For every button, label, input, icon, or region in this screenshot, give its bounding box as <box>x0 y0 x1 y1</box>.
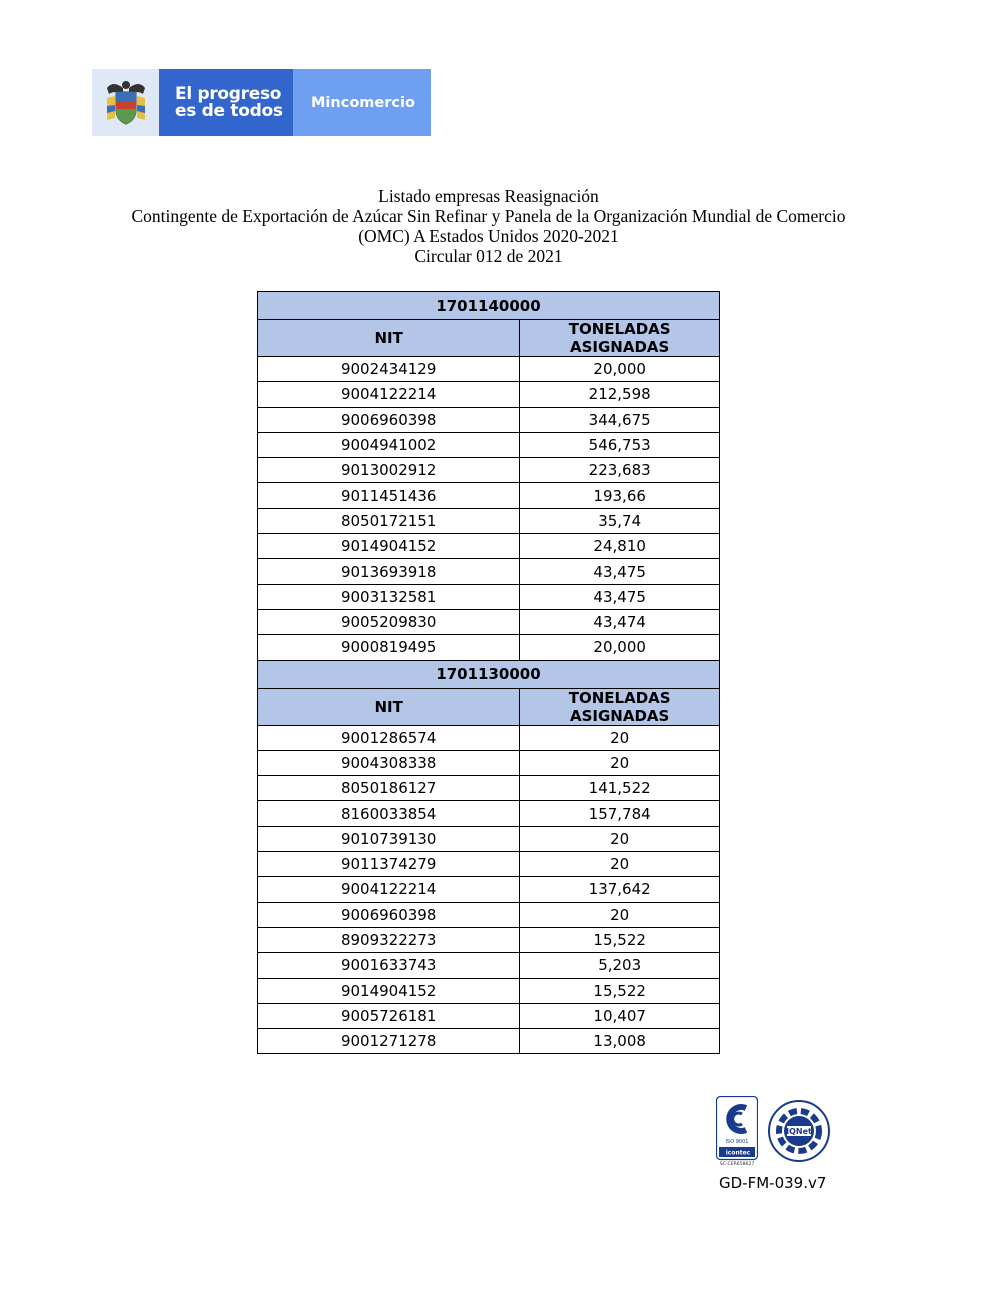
iso-cert-number: SC-CER658627 <box>719 1162 755 1166</box>
iso-label: ISO 9001 <box>725 1139 749 1145</box>
nit-cell: 9001633743 <box>258 953 520 978</box>
section-code: 1701140000 <box>258 292 720 320</box>
nit-cell: 9010739130 <box>258 826 520 851</box>
tons-cell: 10,407 <box>520 1003 720 1028</box>
document-code: GD-FM-039.v7 <box>719 1174 827 1192</box>
table-row <box>258 584 720 609</box>
logo-ministry-label: Mincomercio <box>311 94 415 111</box>
table-row <box>258 953 720 978</box>
nit-cell: 9003132581 <box>258 584 520 609</box>
column-header-tons: TONELADAS ASIGNADAS <box>520 320 720 357</box>
tons-cell: 344,675 <box>520 407 720 432</box>
nit-cell: 9013693918 <box>258 559 520 584</box>
tons-cell: 20 <box>520 750 720 775</box>
column-header-row <box>258 320 720 357</box>
tons-cell: 212,598 <box>520 382 720 407</box>
nit-cell: 8050186127 <box>258 776 520 801</box>
nit-cell: 9005209830 <box>258 609 520 634</box>
table-row <box>258 635 720 660</box>
section-header-row <box>258 292 720 320</box>
table-row <box>258 902 720 927</box>
tons-cell: 546,753 <box>520 432 720 457</box>
nit-cell: 9005726181 <box>258 1003 520 1028</box>
table-row <box>258 559 720 584</box>
nit-cell: 9004122214 <box>258 382 520 407</box>
table-row <box>258 508 720 533</box>
title-line-3: (OMC) A Estados Unidos 2020-2021 <box>358 226 619 246</box>
nit-cell: 8050172151 <box>258 508 520 533</box>
table-row <box>258 534 720 559</box>
table-row <box>258 801 720 826</box>
nit-cell: 9004941002 <box>258 432 520 457</box>
iqnet-certification-icon <box>767 1099 831 1163</box>
table-row <box>258 432 720 457</box>
title-line-2: Contingente de Exportación de Azúcar Sin Refinar y Panela de la Organización Mundial de Comercio <box>131 206 846 226</box>
column-header-row <box>258 688 720 725</box>
section-header-row <box>258 660 720 688</box>
tons-cell: 20,000 <box>520 357 720 382</box>
column-header-nit: NIT <box>258 688 520 725</box>
tons-cell: 43,475 <box>520 559 720 584</box>
logo-slogan-line2: es de todos <box>175 100 283 121</box>
tons-cell: 223,683 <box>520 458 720 483</box>
table-row <box>258 382 720 407</box>
nit-cell: 9006960398 <box>258 407 520 432</box>
nit-cell: 9011374279 <box>258 852 520 877</box>
tons-cell: 20 <box>520 725 720 750</box>
tons-cell: 13,008 <box>520 1029 720 1054</box>
table-row <box>258 852 720 877</box>
nit-cell: 9006960398 <box>258 902 520 927</box>
icontec-iso-certification-icon <box>716 1096 758 1166</box>
nit-cell: 9001286574 <box>258 725 520 750</box>
table-row <box>258 750 720 775</box>
table-row <box>258 407 720 432</box>
table-row <box>258 1003 720 1028</box>
tons-cell: 43,475 <box>520 584 720 609</box>
tons-cell: 193,66 <box>520 483 720 508</box>
table-row <box>258 927 720 952</box>
tons-cell: 20 <box>520 826 720 851</box>
tons-cell: 15,522 <box>520 978 720 1003</box>
tons-cell: 5,203 <box>520 953 720 978</box>
logo-banner <box>92 69 431 136</box>
tons-cell: 20 <box>520 902 720 927</box>
title-line-1: Listado empresas Reasignación <box>378 186 599 206</box>
allocation-table <box>257 291 720 1054</box>
table-row <box>258 609 720 634</box>
nit-cell: 9011451436 <box>258 483 520 508</box>
section-code: 1701130000 <box>258 660 720 688</box>
table-row <box>258 1029 720 1054</box>
table-row <box>258 826 720 851</box>
nit-cell: 9014904152 <box>258 534 520 559</box>
table-row <box>258 776 720 801</box>
tons-cell: 157,784 <box>520 801 720 826</box>
tons-cell: 15,522 <box>520 927 720 952</box>
table-row <box>258 483 720 508</box>
tons-cell: 24,810 <box>520 534 720 559</box>
nit-cell: 9014904152 <box>258 978 520 1003</box>
iso-brand: icontec <box>725 1149 751 1157</box>
nit-cell: 9001271278 <box>258 1029 520 1054</box>
table-row <box>258 877 720 902</box>
nit-cell: 8160033854 <box>258 801 520 826</box>
nit-cell: 9002434129 <box>258 357 520 382</box>
nit-cell: 9004122214 <box>258 877 520 902</box>
document-title <box>0 186 977 266</box>
iqnet-label: IQNet <box>786 1127 812 1136</box>
column-header-nit: NIT <box>258 320 520 357</box>
tons-cell: 35,74 <box>520 508 720 533</box>
coat-of-arms-icon <box>92 69 159 136</box>
tons-cell: 20 <box>520 852 720 877</box>
table-row <box>258 357 720 382</box>
table-row <box>258 725 720 750</box>
title-line-4: Circular 012 de 2021 <box>414 246 563 266</box>
logo-slogan <box>159 69 293 136</box>
tons-cell: 43,474 <box>520 609 720 634</box>
nit-cell: 9004308338 <box>258 750 520 775</box>
table-row <box>258 458 720 483</box>
nit-cell: 9000819495 <box>258 635 520 660</box>
table-row <box>258 978 720 1003</box>
tons-cell: 137,642 <box>520 877 720 902</box>
tons-cell: 141,522 <box>520 776 720 801</box>
nit-cell: 9013002912 <box>258 458 520 483</box>
column-header-tons: TONELADAS ASIGNADAS <box>520 688 720 725</box>
tons-cell: 20,000 <box>520 635 720 660</box>
logo-ministry <box>293 69 431 136</box>
nit-cell: 8909322273 <box>258 927 520 952</box>
logo-slogan-line1: El progreso <box>175 83 282 104</box>
